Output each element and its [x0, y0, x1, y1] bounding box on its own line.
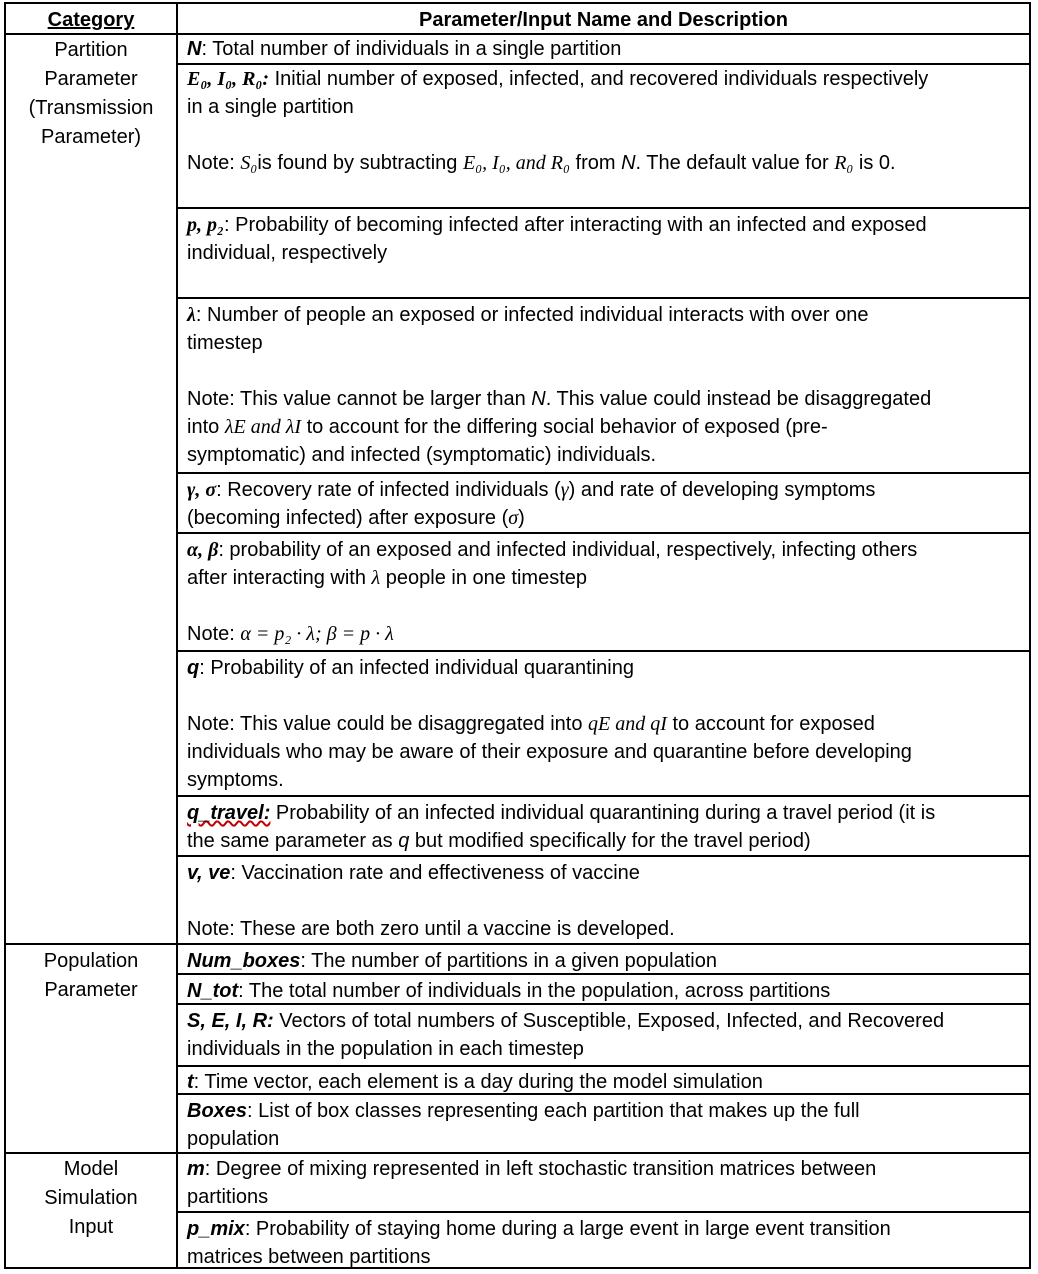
param-description: but modified specifically for the travel period) — [409, 830, 811, 852]
note-math: E₀, I₀, and R₀ — [463, 152, 570, 174]
row-divider — [176, 472, 1029, 474]
category-population-parameter — [6, 947, 176, 1005]
note-text: Note: — [187, 152, 241, 174]
row-divider — [176, 207, 1029, 209]
param-symbol: q_travel: — [187, 802, 271, 824]
row-divider — [176, 650, 1029, 652]
param-symbol: q — [187, 657, 200, 679]
note-text: to account for exposed — [666, 713, 875, 735]
param-description: : Recovery rate of infected individuals ( — [216, 479, 561, 501]
param-n-tot — [187, 977, 1027, 1005]
inline-math: λ — [371, 567, 381, 589]
param-q-travel — [187, 799, 1027, 855]
note-text: . The default value for — [635, 152, 835, 174]
param-description: partitions — [187, 1186, 269, 1208]
param-note — [187, 413, 1027, 441]
parameter-table — [4, 2, 1031, 1269]
note-text: Note: — [187, 623, 241, 645]
note-math: R₀ — [834, 152, 854, 174]
param-t — [187, 1068, 1027, 1096]
param-description: : Time vector, each element is a day during the model simulation — [193, 1071, 763, 1093]
note-math: λE and λI — [224, 416, 302, 438]
param-symbol: p_mix — [187, 1218, 245, 1240]
category-model-simulation-input — [6, 1155, 176, 1242]
param-gamma-sigma — [187, 476, 1027, 532]
category-partition-parameter — [6, 36, 176, 152]
param-description: : Probability of an infected individual quarantining — [199, 657, 634, 679]
param-symbol: v, ve — [187, 862, 231, 884]
inline-math: σ — [508, 507, 519, 529]
param-note: individuals who may be aware of their exposure and quarantine before developing — [187, 741, 912, 763]
param-symbol: γ, σ — [187, 479, 217, 501]
param-description: Vectors of total numbers of Susceptible, Exposed, Infected, and Recovered — [273, 1010, 945, 1032]
param-symbol: S, E, I, R: — [187, 1010, 274, 1032]
category-line: Partition — [54, 39, 128, 61]
param-p — [187, 211, 1027, 267]
param-symbol: t — [187, 1071, 194, 1093]
param-description: : Number of people an exposed or infected individual interacts with over one — [195, 304, 869, 326]
note-math: α = p₂ · λ; β = p · λ — [240, 623, 394, 645]
param-symbol: α, β — [187, 539, 219, 561]
param-n — [187, 35, 1027, 63]
inline-math: q — [398, 830, 410, 852]
row-divider — [176, 795, 1029, 797]
row-divider — [6, 943, 176, 945]
param-description: ) and rate of developing symptoms — [568, 479, 876, 501]
note-text: from — [569, 152, 622, 174]
param-vaccine — [187, 859, 1027, 943]
note-text: is found by subtracting — [257, 152, 463, 174]
param-note: symptoms. — [187, 769, 284, 791]
param-description: the same parameter as — [187, 830, 399, 852]
param-description: : List of box classes representing each partition that makes up the full — [247, 1100, 860, 1122]
param-description: : Vaccination rate and effectiveness of vaccine — [230, 862, 640, 884]
note-math: qE and qI — [588, 713, 667, 735]
param-symbol: N — [187, 38, 202, 60]
param-boxes — [187, 1097, 1027, 1153]
param-symbol: Num_boxes — [187, 950, 301, 972]
category-line: Parameter) — [40, 126, 142, 148]
header-category: Category — [47, 9, 135, 31]
row-divider — [176, 1065, 1029, 1067]
param-description: : probability of an exposed and infected individual, respectively, infecting others — [218, 539, 918, 561]
note-math: N — [531, 388, 546, 410]
param-seir-vectors — [187, 1007, 1027, 1063]
param-description: Initial number of exposed, infected, and recovered individuals respectively — [269, 68, 929, 90]
param-alpha-beta — [187, 536, 1027, 648]
param-symbol: m — [187, 1158, 205, 1180]
note-text: to account for the differing social behavior of exposed (pre- — [301, 416, 828, 438]
category-line: Population — [43, 950, 139, 972]
param-description: matrices between partitions — [187, 1246, 431, 1268]
param-description: after interacting with — [187, 567, 372, 589]
row-divider — [176, 1211, 1029, 1213]
note-text: is 0. — [853, 152, 896, 174]
category-line: Parameter — [44, 979, 138, 1001]
param-note — [187, 149, 1027, 177]
inline-math: γ — [560, 479, 569, 501]
param-description: individuals in the population in each timestep — [187, 1038, 584, 1060]
param-m — [187, 1155, 1027, 1211]
param-symbol: λ — [187, 304, 196, 326]
param-description: individual, respectively — [187, 242, 388, 264]
category-line: Input — [68, 1216, 114, 1238]
param-lambda — [187, 301, 1027, 469]
param-description: : The total number of individuals in the population, across partitions — [238, 980, 831, 1002]
param-description: : Probability of staying home during a large event in large event transition — [244, 1218, 891, 1240]
param-symbol: p, p₂ — [187, 214, 224, 236]
param-q — [187, 654, 1027, 794]
param-description: people in one timestep — [380, 567, 588, 589]
param-note — [187, 710, 1027, 738]
row-divider — [6, 1152, 176, 1154]
column-divider — [176, 4, 178, 1267]
param-description: : Probability of becoming infected after interacting with an infected and exposed — [223, 214, 927, 236]
category-line: Parameter — [44, 68, 138, 90]
param-description: timestep — [187, 332, 263, 354]
param-note — [187, 385, 1027, 413]
param-description: : The number of partitions in a given population — [300, 950, 717, 972]
param-description: (becoming infected) after exposure ( — [187, 507, 509, 529]
note-text: into — [187, 416, 225, 438]
note-text: . This value could instead be disaggregated — [545, 388, 932, 410]
param-description: population — [187, 1128, 280, 1150]
param-description: in a single partition — [187, 96, 354, 118]
param-p-mix — [187, 1215, 1027, 1271]
header-parameter: Parameter/Input Name and Description — [419, 9, 788, 31]
param-initial-counts — [187, 65, 1027, 177]
param-note — [187, 620, 1027, 648]
param-num-boxes — [187, 947, 1027, 975]
row-divider — [176, 943, 1029, 945]
row-divider — [176, 297, 1029, 299]
row-divider — [176, 855, 1029, 857]
category-line: Simulation — [44, 1187, 138, 1209]
note-text: Note: This value cannot be larger than — [187, 388, 532, 410]
param-description: ) — [518, 507, 525, 529]
param-note: symptomatic) and infected (symptomatic) individuals. — [187, 444, 657, 466]
note-math: N — [621, 152, 636, 174]
param-description: : Degree of mixing represented in left stochastic transition matrices between — [204, 1158, 877, 1180]
param-description: Probability of an infected individual quarantining during a travel period (it is — [270, 802, 936, 824]
note-math: S₀ — [240, 152, 258, 174]
category-line: (Transmission — [28, 97, 154, 119]
category-line: Model — [63, 1158, 119, 1180]
param-note: Note: These are both zero until a vaccine is developed. — [187, 918, 675, 940]
param-symbol: N_tot — [187, 980, 239, 1002]
note-text: Note: This value could be disaggregated into — [187, 713, 589, 735]
param-symbol: Boxes — [187, 1100, 248, 1122]
param-symbol: E₀, I₀, R₀: — [187, 68, 270, 90]
row-divider — [176, 532, 1029, 534]
param-description: : Total number of individuals in a single partition — [201, 38, 622, 60]
